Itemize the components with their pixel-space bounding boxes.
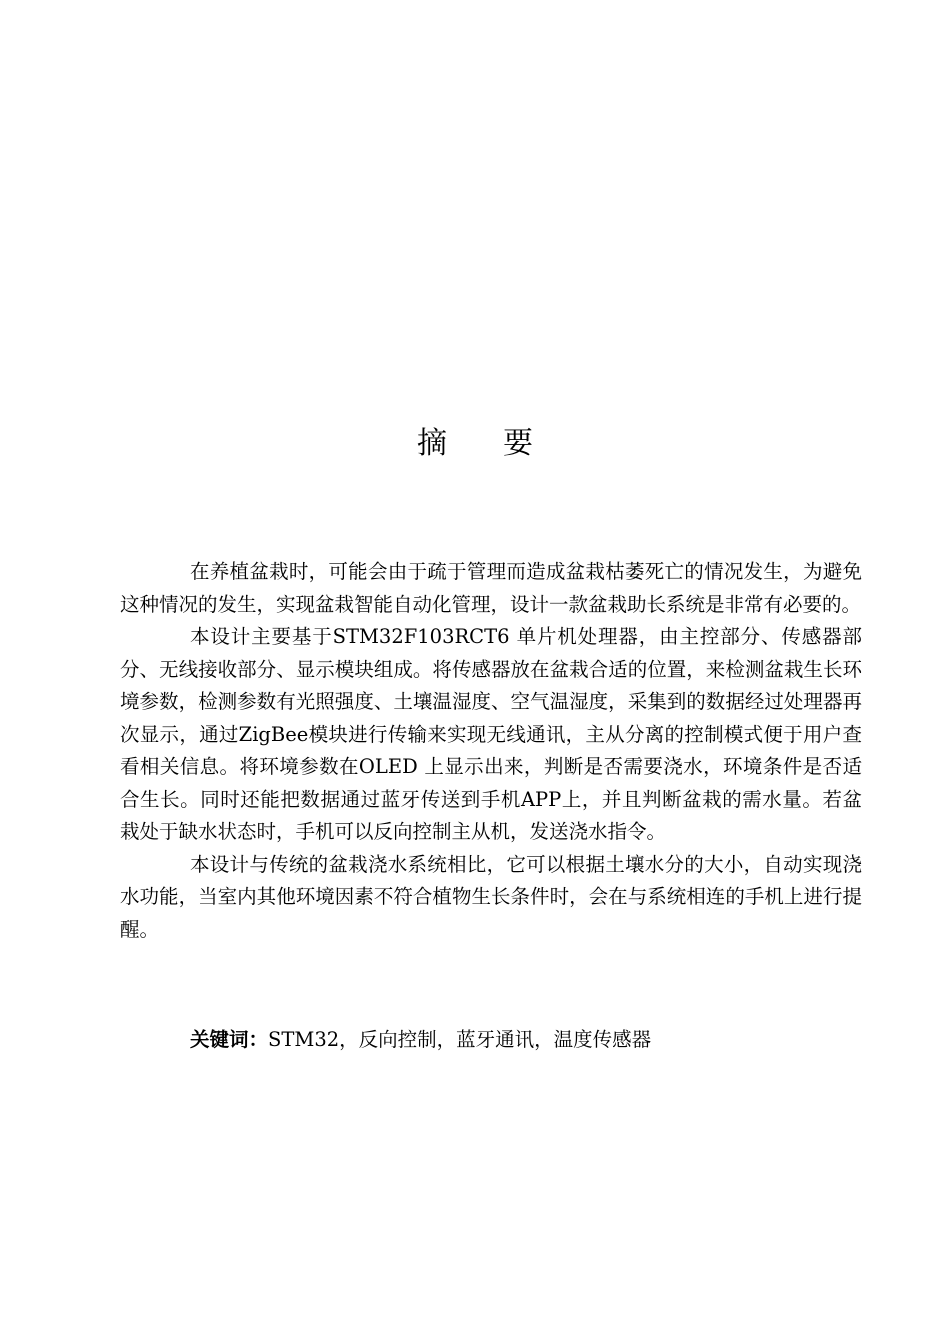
title-char-2: 要 (503, 426, 533, 461)
abstract-paragraph-2: 本设计主要基于STM32F103RCT6 单片机处理器，由主控部分、传感器部分、无线接收部分、显示模块组成。将传感器放在盆栽合适的位置，来检测盆栽生长环境参数，检测参数有光照强度、土壤温湿度、空气温湿度，采集到的数据经过处理器再次显示，通过ZigBee模块进行传输来实现无线通讯，主从分离的控制模式便于用户查看相关信息。将环境参数在OLED 上显示出来，判断是否需要浇水，环境条件是否适合生长。同时还能把数据通过蓝牙传送到手机APP上，并且判断盆栽的需水量。若盆栽处于缺水状态时，手机可以反向控制主从机，发送浇水指令。 (120, 625, 862, 843)
abstract-paragraph-1: 在养植盆栽时，可能会由于疏于管理而造成盆栽枯萎死亡的情况发生，为避免这种情况的发生，实现盆栽智能自动化管理，设计一款盆栽助长系统是非常有必要的。 (120, 560, 862, 616)
page-title (0, 424, 950, 464)
title-char-1: 摘 (417, 426, 447, 461)
keywords-line (190, 1024, 651, 1056)
keywords-label: 关键词： (190, 1028, 269, 1051)
abstract-body (120, 556, 862, 946)
keywords-text: STM32，反向控制，蓝牙通讯，温度传感器 (268, 1028, 652, 1051)
abstract-paragraph-3: 本设计与传统的盆栽浇水系统相比，它可以根据土壤水分的大小，自动实现浇水功能，当室内其他环境因素不符合植物生长条件时，会在与系统相连的手机上进行提醒。 (120, 852, 862, 941)
